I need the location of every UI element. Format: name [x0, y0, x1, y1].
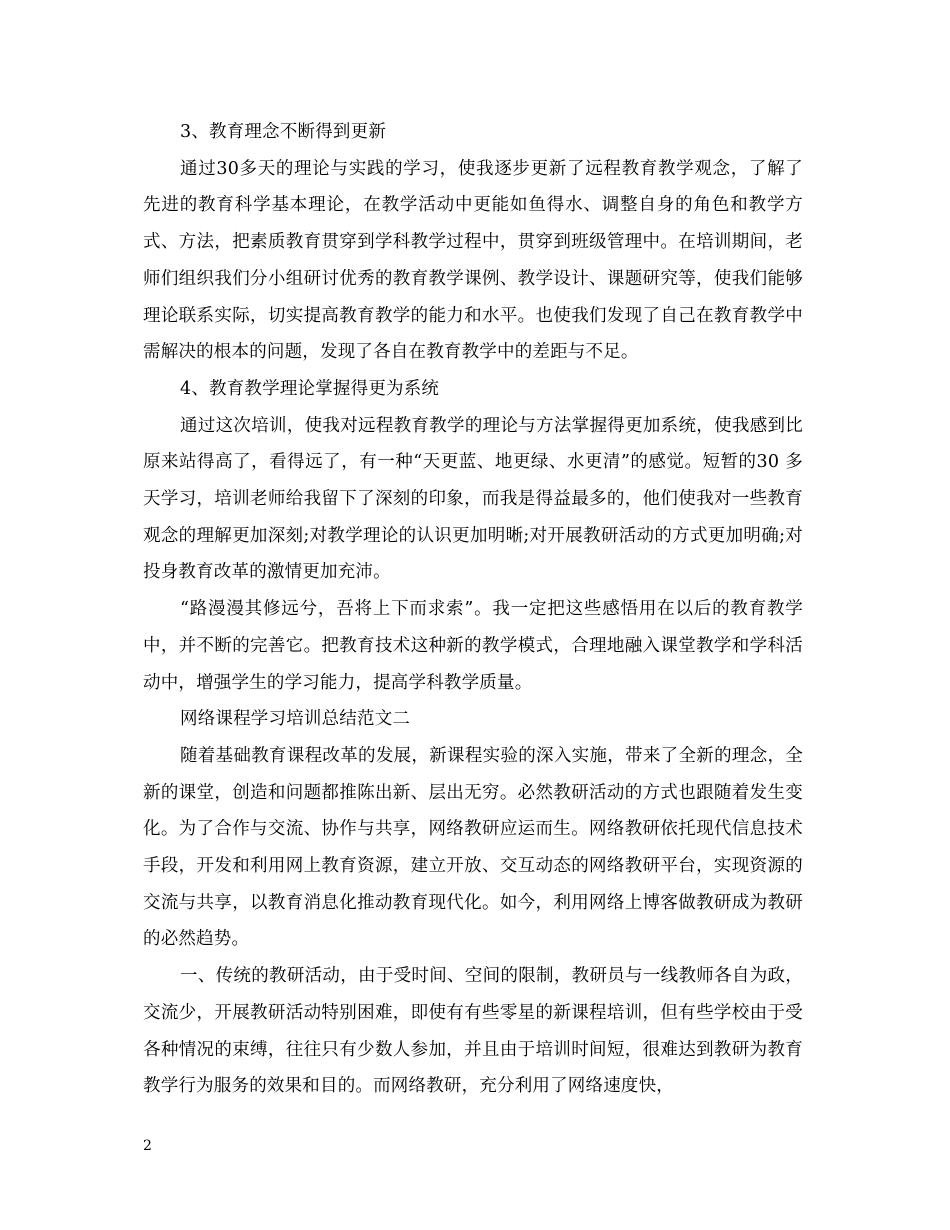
- section-heading-4: 4、教育教学理论掌握得更为系统: [180, 378, 440, 399]
- body-paragraph: “路漫漫其修远兮，吾将上下而求索”。我一定把这些感悟用在以后的教育教学中，并不断的完善它。把教育技术这种新的教学模式，合理地融入课堂教学和学科活动中，增强学生的学习能力，提高学科教学质量。: [143, 599, 803, 693]
- body-paragraph: 一、传统的教研活动，由于受时间、空间的限制，教研员与一线教师各自为政，交流少，开展教研活动特别困难，即使有有些零星的新课程培训，但有些学校由于受各种情况的束缚，往往只有少数人参加，并且由于培训时间短，很难达到教研为教育教学行为服务的效果和目的。而网络教研，充分利用了网络速度快，: [143, 966, 803, 1097]
- page-number: 2: [143, 1138, 152, 1154]
- article-subtitle: 网络课程学习培训总结范文二: [180, 709, 411, 730]
- section-heading-3: 3、教育理念不断得到更新: [180, 122, 387, 142]
- body-paragraph: 通过这次培训，使我对远程教育教学的理论与方法掌握得更加系统，使我感到比原来站得高了，看得远了，有一种“天更蓝、地更绿、水更清”的感觉。短暂的30 多天学习，培训老师给我留下了深刻的印象，而我是得益最多的，他们使我对一些教育观念的理解更加深刻;对教学理论的认识更加明晰;对开展教研活动的方式更加明确;对投身教育改革的激情更加充沛。: [143, 415, 803, 583]
- body-paragraph: 随着基础教育课程改革的发展，新课程实验的深入实施，带来了全新的理念，全新的课堂，创造和问题都推陈出新、层出无穷。必然教研活动的方式也跟随着发生变化。为了合作与交流、协作与共享，网络教研应运而生。网络教研依托现代信息技术手段，开发和利用网上教育资源，建立开放、交互动态的网络教研平台，实现资源的交流与共享，以教育消息化推动教育现代化。如今，利用网络上博客做教研成为教研的必然趋势。: [143, 745, 803, 950]
- document-body: [143, 114, 803, 1105]
- body-paragraph: 通过30多天的理论与实践的学习，使我逐步更新了远程教育教学观念，了解了先进的教育科学基本理论，在教学活动中更能如鱼得水、调整自身的角色和教学方式、方法，把素质教育贯穿到学科教学过程中，贯穿到班级管理中。在培训期间，老师们组织我们分小组研讨优秀的教育教学课例、教学设计、课题研究等，使我们能够理论联系实际，切实提高教育教学的能力和水平。也使我们发现了自己在教育教学中需解决的根本的问题，发现了各自在教育教学中的差距与不足。: [143, 158, 803, 363]
